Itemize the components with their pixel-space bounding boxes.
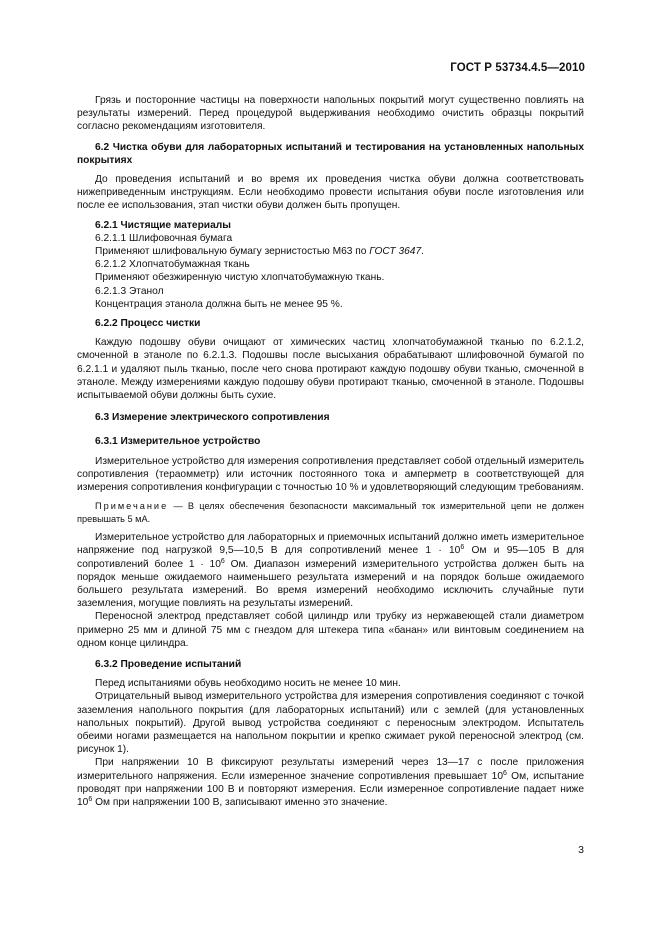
p3-exponent-2: 6: [88, 795, 93, 803]
section-6-3-2-p2: Отрицательный вывод измерительного устройства для измерения сопротивления соединяют с точкой заземления напольного покрытия (для лабораторных испытаний) или с землей (для установленных напольных покрытий). Другой вывод устройства соединяют с переносным электродом. Испытатель обеими ногами размещается на напольном покрытии и крепко сжимает рукой переносной электрод (см. рисунок 1).: [77, 691, 584, 756]
document-id-header: ГОСТ Р 53734.4.5—2010: [450, 62, 585, 74]
item-6-2-1-1-text-b: .: [421, 246, 424, 258]
note-label: Примечание: [95, 501, 169, 512]
section-6-2-text: До проведения испытаний и во время их проведения чистка обуви должна соответствовать нижеприведенным инструкциям. Если необходимо провести испытания обуви после изготовления или после ее использования, этап чистки обуви должен быть пропущен.: [77, 174, 584, 212]
p2-part-a: Измерительное устройство для лабораторных и приемочных испытаний должно иметь измерительное напряжение под нагрузкой 9,5—10,5 В для сопротивлений менее 1 · 10: [77, 532, 584, 557]
section-6-3-2-p3: [77, 756, 584, 809]
p3-exponent-1: 6: [503, 769, 507, 777]
item-6-2-1-1-title: 6.2.1.1 Шлифовочная бумага: [95, 232, 233, 244]
item-6-2-1-2-text: Применяют обезжиренную чистую хлопчатобумажную ткань.: [95, 272, 385, 284]
item-6-2-1-2-title: 6.2.1.2 Хлопчатобумажная ткань: [95, 259, 250, 271]
intro-paragraph: Грязь и посторонние частицы на поверхности напольных покрытий могут существенно повлиять на результаты измерений. Перед процедурой выдерживания необходимо очистить образцы покрытий согласно рекомендациям изготовителя.: [77, 95, 584, 133]
p3-part-a: При напряжении 10 В фиксируют результаты измерений через 13—17 с после приложения измерительного напряжения. Если измеренное значение сопротивления превышает 10: [77, 757, 584, 782]
note: [77, 500, 584, 525]
section-6-2-2-heading: 6.2.2 Процесс чистки: [95, 318, 201, 330]
section-6-3-2-p1: Перед испытаниями обувь необходимо носить не менее 10 мин.: [95, 678, 401, 690]
page-content: [77, 94, 584, 809]
p3-part-b: Ом, испытание проводят при напряжении 100 В и повторяют измерения. Если измеренное сопротивление падает ниже 10: [77, 770, 585, 808]
p3-part-c: Ом при напряжении 100 В, записывают именно это значение.: [92, 796, 388, 808]
page-number: 3: [578, 844, 584, 856]
section-6-2-heading: 6.2 Чистка обуви для лабораторных испытаний и тестирования на установленных напольных покрытиях: [77, 141, 584, 166]
section-6-3-1-p1: Измерительное устройство для измерения сопротивления представляет собой отдельный измеритель сопротивления (тераомметр) или источник постоянного тока и амперметр в соответствующей для измерения сопротивления конфигурации с точностью 10 % и удовлетворяющий следующим требованиям.: [77, 455, 584, 494]
section-6-3-2-heading: 6.3.2 Проведение испытаний: [95, 658, 242, 670]
item-6-2-1-3-text: Концентрация этанола должна быть не менее 95 %.: [95, 298, 343, 310]
section-6-3-1-heading: 6.3.1 Измерительное устройство: [95, 436, 261, 448]
section-6-2-1-heading: 6.2.1 Чистящие материалы: [95, 219, 231, 231]
p2-exponent-1: 6: [460, 544, 465, 552]
p2-part-b: Ом и 95—105 В для сопротивлений более 1 · 10: [77, 545, 584, 570]
p2-exponent-2: 6: [220, 557, 225, 565]
item-6-2-1-1-text: [77, 245, 584, 258]
section-6-3-1-p3: Переносной электрод представляет собой цилиндр или трубку из нержавеющей стали диаметром примерно 25 мм и длиной 75 мм с гнездом для штекера типа «банан» или винтовым соединением на одном конце цилиндра.: [77, 611, 584, 649]
gost-reference: ГОСТ 3647: [369, 246, 422, 258]
p2-part-c: Ом. Диапазон измерений измерительного устройства должен быть на порядок меньше ожидаемого наименьшего результата измерений и на порядок больше ожидаемого большего результата измерений. Во время измерений необходимо исключить случайные пути заземления, могущие повлиять на результаты измерений.: [77, 558, 584, 610]
note-text: — В целях обеспечения безопасности максимальный ток измерительной цепи не должен превышать 5 мА.: [77, 501, 584, 524]
item-6-2-1-3-title: 6.2.1.3 Этанол: [95, 285, 164, 297]
section-6-3-heading: 6.3 Измерение электрического сопротивления: [95, 412, 330, 424]
section-6-2-2-text: Каждую подошву обуви очищают от химических частиц хлопчатобумажной тканью по 6.2.1.2, смоченной в этаноле по 6.2.1.3. Подошвы после высыхания обрабатывают шлифовочной бумагой по 6.2.1.1 и удаляют пыль тканью, после чего снова протирают каждую подошву обуви тканью, смоченной в этаноле. Между измерениями каждую подошву обуви протирают тканью, смоченной в этаноле. Подошвы испытываемой обуви должны быть сухие.: [77, 337, 584, 402]
section-6-3-1-p2: [77, 531, 584, 610]
item-6-2-1-1-text-a: Применяют шлифовальную бумагу зернистостью M63 по: [95, 246, 370, 258]
